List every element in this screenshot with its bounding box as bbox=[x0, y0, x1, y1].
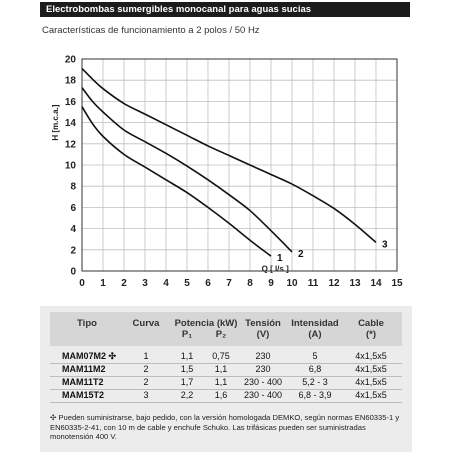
series-label-1: 1 bbox=[277, 253, 283, 265]
header-intensidad: Intensidad bbox=[291, 318, 339, 329]
header-cable-unit: (*) bbox=[365, 329, 377, 340]
cell-cable: 4x1,5x5 bbox=[355, 364, 387, 374]
x-axis-label: Q [ l/s ] bbox=[261, 264, 289, 274]
x-tick-label: 2 bbox=[121, 278, 127, 289]
y-tick-label: 10 bbox=[64, 160, 76, 172]
y-tick-label: 16 bbox=[64, 96, 76, 108]
cell-curva: 2 bbox=[143, 364, 149, 374]
cell-cable: 4x1,5x5 bbox=[355, 390, 387, 400]
series-line-1 bbox=[82, 107, 271, 256]
cell-p1: 2,2 bbox=[180, 390, 194, 400]
section-title: Electrobombas sumergibles monocanal para aguas sucias bbox=[40, 2, 410, 17]
y-axis-label: H [m.c.a.] bbox=[51, 104, 60, 141]
header-intensidad-unit: (A) bbox=[308, 329, 322, 340]
y-tick-label: 18 bbox=[64, 75, 76, 87]
y-tick-label: 0 bbox=[70, 266, 76, 278]
cell-curva: 2 bbox=[143, 377, 149, 387]
header-tipo: Tipo bbox=[77, 318, 97, 329]
x-tick-label: 14 bbox=[370, 278, 382, 289]
header-tension-unit: (V) bbox=[256, 329, 270, 340]
header-p2: P₂ bbox=[215, 329, 227, 340]
x-tick-label: 13 bbox=[349, 278, 361, 289]
x-tick-label: 12 bbox=[328, 278, 340, 289]
cell-intensidad: 6,8 - 3,9 bbox=[298, 390, 332, 400]
cell-intensidad: 5 bbox=[312, 351, 318, 361]
cell-tipo: MAM07M2 ✣ bbox=[62, 351, 117, 361]
cell-p2: 1,1 bbox=[214, 364, 228, 374]
cell-cable: 4x1,5x5 bbox=[355, 351, 387, 361]
x-tick-label: 1 bbox=[100, 278, 106, 289]
header-cable: Cable bbox=[358, 318, 384, 329]
header-tension: Tensión bbox=[245, 318, 281, 329]
row-divider bbox=[50, 402, 402, 403]
x-tick-label: 8 bbox=[247, 278, 253, 289]
cell-curva: 1 bbox=[143, 351, 149, 361]
header-p1: P₁ bbox=[181, 329, 193, 340]
y-tick-label: 2 bbox=[70, 245, 76, 257]
header-potencia: Potencia (kW) bbox=[174, 318, 238, 329]
cell-p2: 0,75 bbox=[212, 351, 230, 361]
cell-p1: 1,7 bbox=[180, 377, 194, 387]
y-tick-label: 12 bbox=[64, 139, 76, 151]
cell-tension: 230 - 400 bbox=[243, 377, 283, 387]
cell-intensidad: 6,8 bbox=[308, 364, 322, 374]
x-tick-label: 5 bbox=[184, 278, 190, 289]
cell-tension: 230 bbox=[255, 351, 271, 361]
y-tick-label: 8 bbox=[70, 181, 76, 193]
cell-cable: 4x1,5x5 bbox=[355, 377, 387, 387]
x-tick-label: 10 bbox=[286, 278, 298, 289]
header-curva: Curva bbox=[132, 318, 160, 329]
x-tick-label: 0 bbox=[79, 278, 85, 289]
cell-p1: 1,1 bbox=[180, 351, 194, 361]
cell-tension: 230 - 400 bbox=[243, 390, 283, 400]
x-tick-label: 9 bbox=[268, 278, 274, 289]
series-label-2: 2 bbox=[298, 248, 304, 260]
cell-p2: 1,1 bbox=[214, 377, 228, 387]
y-tick-label: 4 bbox=[70, 224, 76, 236]
cell-p1: 1,5 bbox=[180, 364, 194, 374]
y-tick-label: 6 bbox=[70, 202, 76, 214]
cell-p2: 1,6 bbox=[214, 390, 228, 400]
y-tick-label: 14 bbox=[64, 118, 76, 130]
x-tick-label: 6 bbox=[205, 278, 211, 289]
cell-tipo: MAM11T2 bbox=[62, 377, 104, 387]
x-tick-label: 11 bbox=[307, 278, 319, 289]
chart-subtitle: Características de funcionamiento a 2 polos / 50 Hz bbox=[42, 25, 260, 36]
x-tick-label: 7 bbox=[226, 278, 232, 289]
y-tick-label: 20 bbox=[64, 54, 76, 66]
x-tick-label: 4 bbox=[163, 278, 169, 289]
series-label-3: 3 bbox=[382, 239, 388, 251]
cell-intensidad: 5,2 - 3 bbox=[302, 377, 328, 387]
cell-curva: 3 bbox=[143, 390, 149, 400]
x-tick-label: 15 bbox=[391, 278, 403, 289]
footnote: ✣ Pueden suministrarse, bajo pedido, con la versión homologada DEMKO, según normas EN60335-1 y EN60335-2-41, con 10 m de cable y enchufe Schuko. Las trifásicas pueden ser suministradas monotensión 400 V. bbox=[50, 413, 400, 442]
cell-tension: 230 bbox=[255, 364, 271, 374]
cell-tipo: MAM11M2 bbox=[62, 364, 106, 374]
cell-tipo: MAM15T2 bbox=[62, 390, 105, 400]
x-tick-label: 3 bbox=[142, 278, 148, 289]
